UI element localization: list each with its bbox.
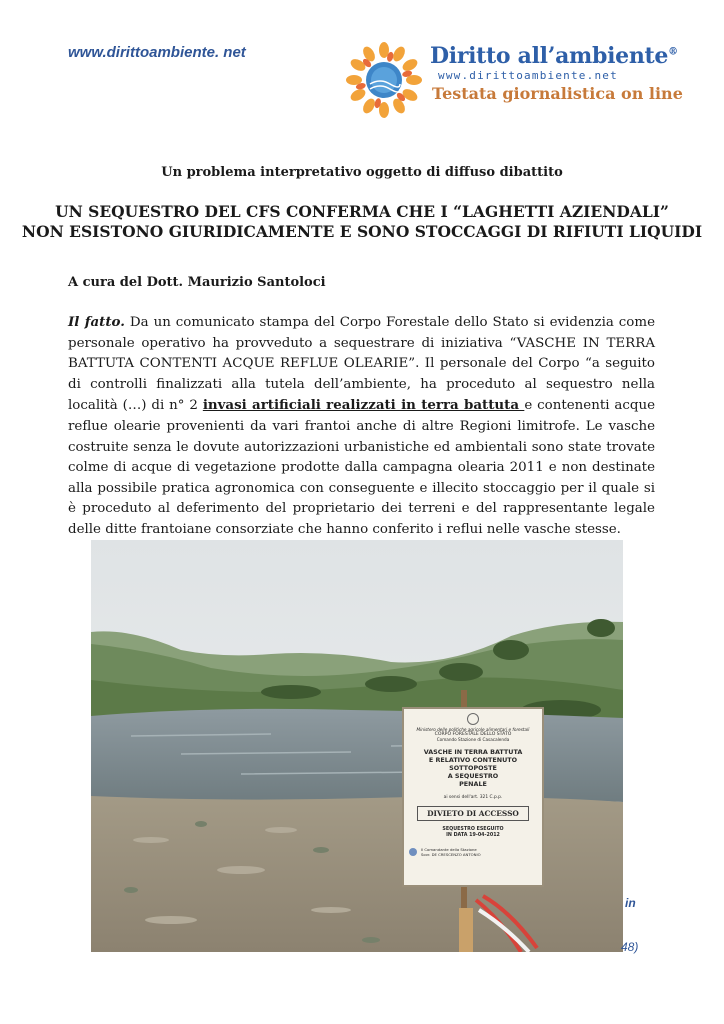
sign-title	[403, 748, 543, 788]
sign-ministry: Ministero delle politiche agricole alimentari e forestali	[416, 727, 530, 732]
article-photo	[91, 540, 623, 952]
sign-title-3: SOTTOPOSTE	[449, 764, 497, 772]
article-headline	[0, 202, 724, 242]
sign-station: Comando Stazione di Casacalenda	[436, 737, 510, 742]
headline-line-2: NON ESISTONO GIURIDICAMENTE E SONO STOCCAGGI DI RIFIUTI LIQUIDI	[21, 222, 703, 241]
sign-emblem-icon	[467, 713, 479, 725]
registered-mark: ®	[668, 46, 678, 58]
sun-logo-icon	[346, 40, 426, 118]
sign-title-1: VASCHE IN TERRA BATTUTA	[423, 748, 523, 756]
logo-title	[430, 43, 678, 69]
article-kicker: Un problema interpretativo oggetto di diffuso dibattito	[161, 165, 563, 180]
lead-label: Il fatto.	[68, 314, 125, 330]
caption-fragment-1: in	[625, 896, 636, 910]
logo-title-text: Diritto all’ambiente	[430, 43, 669, 69]
logo-url: www.dirittoambiente.net	[438, 69, 618, 82]
sign-date-1: SEQUESTRO ESEGUITO	[442, 827, 504, 832]
sign-date-2: IN DATA 19-04-2012	[446, 833, 500, 838]
logo-tagline: Testata giornalistica on line	[432, 84, 683, 103]
sign-signature-2: Sovr. DE CRESCENZO ANTONIO	[421, 852, 481, 857]
sign-stamp-icon	[409, 848, 417, 856]
seizure-sign	[403, 708, 543, 886]
site-url[interactable]: www.dirittoambiente. net	[68, 44, 246, 61]
site-logo[interactable]	[346, 40, 683, 118]
body-text-part-2: e contenenti acque reflue olearie provenienti da vari frantoi anche di altre Regioni limitrofe. Le vasche costruite senza le dovute autorizzazioni urbanistiche ed ambientali sono state trovate colme di acque di vegetazione prodotte dalla campagna olearia 2011 e non destinate alla possibile pratica agronomica con conseguente e illecito stoccaggio per il quale si è proceduto al deferimento del proprietario dei terreni e del rappresentante legale delle ditte frantoiane consorziate che hanno conferito i reflui nelle vasche stesse.	[68, 398, 656, 537]
photo-landscape	[91, 540, 623, 952]
sign-title-2: E RELATIVO CONTENUTO	[428, 756, 518, 764]
article-body	[68, 312, 655, 541]
sign-warning: DIVIETO DI ACCESSO	[417, 806, 529, 821]
sign-law: ai sensi dell'art. 321 C.p.p.	[443, 795, 503, 800]
sign-signature	[403, 847, 543, 857]
headline-line-1: UN SEQUESTRO DEL CFS CONFERMA CHE I “LAGHETTI AZIENDALI”	[55, 202, 669, 221]
sign-signature-1: Il Comandante della Stazione	[421, 847, 477, 852]
sign-title-4: A SEQUESTRO	[447, 772, 499, 780]
sign-title-5: PENALE	[459, 780, 487, 788]
article-byline: A cura del Dott. Maurizio Santoloci	[68, 275, 326, 290]
sign-corps: CORPO FORESTALE DELLO STATO	[434, 732, 512, 737]
sign-date	[403, 827, 543, 839]
body-emphasis: invasi artificiali realizzati in terra battuta	[202, 397, 525, 414]
body-text-part-1: Da un comunicato stampa del Corpo Forestale dello Stato si evidenzia come personale operativo ha provveduto a sequestrare di iniziativa “VASCHE IN TERRA BATTUTA CONTENTI ACQUE REFLUE OLEARIE”. Il personale del Corpo “a seguito di controlli finalizzati alla tutela dell’ambiente, ha proceduto al sequestro nella località (…) di n° 2	[68, 315, 655, 414]
caption-fragment-2: 48)	[621, 940, 639, 954]
